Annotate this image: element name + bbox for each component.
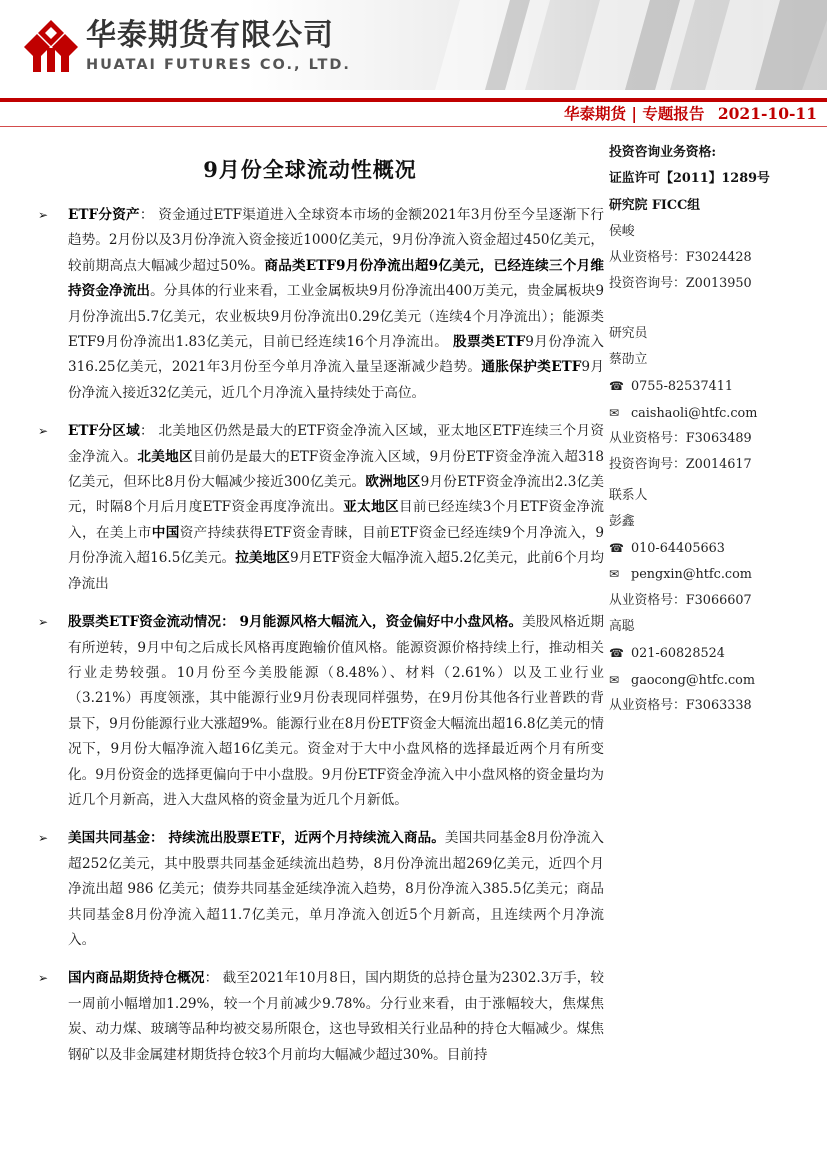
- researcher-label: 研究员: [609, 325, 648, 341]
- bullet-text-run: ： 资金通过ETF渠道进入全球资本市场的金额2021年3月份至今呈逐渐下行趋势。2月份以及3月份净流入资金接近1000亿美元，9月份净流入资金超过450亿美元，较前期高点大幅减少超过50%。: [68, 207, 604, 274]
- bullet-arrow-icon: ➢: [38, 831, 49, 846]
- qualification-title: 投资咨询业务资格:: [609, 145, 717, 160]
- contact1-email-row: [609, 561, 819, 587]
- report-title: 9月份全球流动性概况: [203, 157, 417, 182]
- bullet-paragraph: [68, 826, 604, 953]
- bullet-emphasis: 北美地区: [137, 448, 193, 465]
- bullet-arrow-icon: ➢: [38, 971, 49, 986]
- main-content: [36, 203, 604, 1081]
- bullet-emphasis: ETF分资产: [68, 207, 140, 223]
- phone-icon: ☎: [609, 646, 624, 661]
- bullet-paragraph: [68, 203, 604, 406]
- department: 研究院 FICC组: [609, 197, 701, 213]
- company-name-en: HUATAI FUTURES CO., LTD.: [86, 57, 351, 73]
- bullet-item: [36, 966, 604, 1068]
- contact1-qualification: 从业资格号：F3066607: [609, 592, 752, 608]
- bullet-emphasis: 亚太地区: [343, 499, 400, 516]
- author-sidebar: [609, 140, 819, 719]
- contact-label: 联系人: [609, 487, 648, 503]
- researcher-phone: 0755-82537411: [631, 379, 734, 395]
- header-band: [0, 0, 827, 90]
- envelope-icon: ✉: [609, 567, 620, 582]
- researcher-email-row: [609, 400, 819, 426]
- contact2-name: 高聪: [609, 619, 635, 635]
- phone-icon: ☎: [609, 379, 624, 394]
- bullet-item: [36, 826, 604, 953]
- bullet-text-run: 9月份净流入接近32亿美元，近几个月净流入量持续处于高位。: [68, 359, 604, 401]
- bullet-arrow-icon: ➢: [38, 424, 49, 439]
- analyst-name: 侯峻: [609, 223, 635, 239]
- bullet-text-run: 目前仍是最大的ETF资金净流入区域，9月份ETF资金净流入超318亿美元，但环比8月份大幅减少接近300亿美元。: [68, 448, 605, 491]
- contact2-qualification: 从业资格号：F3063338: [609, 697, 752, 713]
- researcher-qualification: 从业资格号：F3063489: [609, 430, 752, 446]
- company-logo: [24, 18, 78, 72]
- bullet-paragraph: [68, 966, 604, 1068]
- contact1-email[interactable]: pengxin@htfc.com: [631, 567, 752, 583]
- contact2-email-row: [609, 667, 819, 693]
- researcher-name: 蔡劭立: [609, 352, 648, 368]
- company-name-cn: 华泰期货有限公司: [86, 18, 334, 53]
- bullet-text-run: ： 截至2021年10月8日，国内期货的总持仓量为2302.3万手，较一周前小幅增加1.29%，较一个月前减少9.78%。分行业来看，由于涨幅较大，焦煤焦炭、动力煤、玻璃等品种均被交易所限仓，这也导致相关行业品种的持仓大幅减少。煤焦钢矿以及非金属建材期货持仓较3个月前均大幅减少超过30%。目前持: [68, 970, 604, 1063]
- bullet-emphasis: 中国: [151, 524, 180, 541]
- bullet-item: [36, 610, 604, 813]
- bullet-text-run: ： 北美地区仍然是最大的ETF资金净流入区域，亚太地区ETF连续三个月资金净流入。: [68, 423, 604, 465]
- bullet-emphasis: 国内商品期货持仓概况: [68, 970, 205, 987]
- contact2-phone: 021-60828524: [631, 646, 725, 662]
- bullet-paragraph: [68, 610, 604, 813]
- bullet-arrow-icon: ➢: [38, 208, 49, 222]
- contact1-name: 彭鑫: [609, 513, 635, 529]
- bullet-emphasis: 股票类ETF资金流动情况： 9月能源风格大幅流入，资金偏好中小盘风格。: [68, 614, 523, 631]
- bullet-text-run: 9月ETF资金大幅净流入超5.2亿美元，此前6个月均净流出: [68, 550, 604, 592]
- bullet-emphasis: ETF分区域: [68, 423, 141, 440]
- bullet-text-run: 。分具体的行业来看，工业金属板块9月份净流出400万美元，贵金属板块9月份净流出5.7亿美元，农业板块9月份净流出0.29亿美元（连续4个月净流出）；能源类ETF9月份净流出1.83亿美元，目前已经连续16个月净流出。: [68, 283, 605, 351]
- bullet-text-run: 9月份净流入316.25亿美元，2021年3月份至今单月净流入量呈逐渐减少趋势。: [68, 334, 604, 376]
- bullet-emphasis: 股票类ETF: [453, 334, 526, 351]
- report-info: [556, 103, 817, 125]
- contact1-phone: 010-64405663: [631, 541, 725, 557]
- bullet-text-run: 9月份ETF资金净流出2.3亿美元，时隔8个月后月度ETF资金再度净流出。: [68, 474, 604, 516]
- header-red-rule: [0, 98, 827, 102]
- analyst-qualification: 从业资格号：F3024428: [609, 250, 752, 266]
- bullet-text-run: 美国共同基金8月份净流入超252亿美元，其中股票共同基金延续流出趋势，8月份净流出超269亿美元，近四个月净流出超 986 亿美元；债券共同基金延续净流入趋势，8月份净流入385.5亿美元；商品共同基金8月份净流入超11.7亿美元，单月净流入创近5个月新高，且连续两个月净流入。: [68, 830, 605, 948]
- bullet-text-run: 资产持续获得ETF资金青睐，目前ETF资金已经连续9个月净流入，9月份净流入超16.5亿美元。: [68, 524, 605, 567]
- contact2-phone-row: [609, 640, 819, 666]
- envelope-icon: ✉: [609, 405, 620, 420]
- bullet-emphasis: 美国共同基金： 持续流出股票ETF，近两个月持续流入商品。: [68, 830, 445, 847]
- contact2-email[interactable]: gaocong@htfc.com: [631, 672, 755, 688]
- bullet-emphasis: 商品类ETF9月份净流出超9亿美元，已经连续三个月维持资金净流出: [68, 257, 605, 300]
- researcher-invest-number: 投资咨询号：Z0014617: [609, 457, 752, 473]
- bullet-item: [36, 419, 604, 597]
- bullet-paragraph: [68, 419, 604, 597]
- bullet-emphasis: 拉美地区: [235, 550, 290, 567]
- report-date: 2021-10-11: [717, 104, 817, 123]
- researcher-email[interactable]: caishaoli@htfc.com: [631, 405, 758, 421]
- header-decoration: [400, 0, 827, 90]
- analyst-invest-number: 投资咨询号：Z0013950: [609, 276, 752, 292]
- header-thin-rule: [0, 126, 827, 127]
- bullet-emphasis: 通胀保护类ETF: [481, 359, 582, 376]
- bullet-emphasis: 欧洲地区: [365, 474, 421, 491]
- contact1-phone-row: [609, 535, 819, 561]
- license-number: 证监许可【2011】1289号: [609, 171, 770, 187]
- bullet-text-run: 美股风格近期有所逆转，9月中旬之后成长风格再度跑输价值风格。能源资源价格持续上行，推动相关行业走势较强。10月份至今美股能源（8.48%）、材料（2.61%）以及工业行业（3.21%）再度领涨，其中能源行业9月份表现同样强势，在9月份其他各行业普跌的背景下，9月份能源行业大涨超9%。能源行业在8月份ETF资金大幅流出超16.8亿美元的情况下，9月份大幅净流入超16亿美元。资金对于大中小盘风格的选择最近两个月有所变化。9月份资金的选择更偏向于中小盘股。9月份ETF资金净流入中小盘风格的资金量均为近几个月新高，进入大盘风格的资金量为近几个月新低。: [68, 614, 604, 808]
- bullet-text-run: 目前已经连续3个月ETF资金净流入，在美上市: [68, 499, 604, 541]
- report-source: 华泰期货 | 专题报告: [564, 104, 705, 123]
- researcher-phone-row: [609, 373, 819, 399]
- envelope-icon: ✉: [609, 672, 620, 687]
- bullet-item: [36, 203, 604, 406]
- phone-icon: ☎: [609, 541, 624, 556]
- bullet-arrow-icon: ➢: [38, 615, 49, 630]
